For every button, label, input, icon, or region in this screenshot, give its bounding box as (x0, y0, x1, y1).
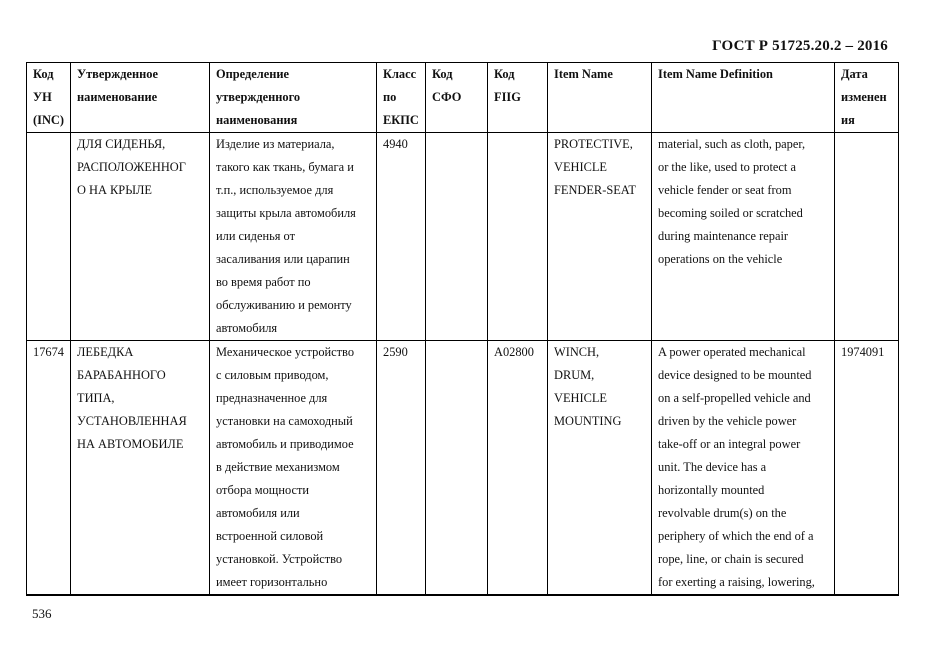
text-line: unit. The device has a (658, 460, 767, 474)
cell-change-date: 1974091 (835, 341, 899, 596)
cell-item-name-definition (652, 133, 835, 341)
text-line: по (383, 90, 397, 104)
text-line: наименования (216, 113, 298, 127)
text-line: т.п., используемое для (216, 183, 334, 197)
text-line: ЛЕБЕДКА (77, 345, 134, 359)
text-line: УН (33, 90, 52, 104)
text-line: WINCH, (554, 345, 600, 359)
cell-change-date (835, 133, 899, 341)
text-line: Механическое устройство (216, 345, 355, 359)
text-line: автомобиля или (216, 506, 300, 520)
text-line: revolvable drum(s) on the (658, 506, 787, 520)
text-line: НА АВТОМОБИЛЕ (77, 437, 184, 451)
cell-inc (27, 133, 71, 341)
text-line: Item Name Definition (658, 67, 773, 81)
text-line: О НА КРЫЛЕ (77, 183, 152, 197)
text-line: Item Name (554, 67, 613, 81)
text-line: автомобиля (216, 321, 278, 335)
catalog-table (26, 62, 899, 596)
cell-class: 2590 (377, 341, 426, 596)
cell-fiig: A02800 (488, 341, 548, 596)
text-line: PROTECTIVE, (554, 137, 633, 151)
cell-item-name (548, 341, 652, 596)
text-line: РАСПОЛОЖЕННОГ (77, 160, 186, 174)
text-line: vehicle fender or seat from (658, 183, 792, 197)
text-line: becoming soiled or scratched (658, 206, 803, 220)
text-line: установкой. Устройство (216, 552, 343, 566)
text-line: periphery of which the end of a (658, 529, 814, 543)
text-line: or the like, used to protect a (658, 160, 796, 174)
col-header-fiig (488, 63, 548, 133)
text-line: VEHICLE (554, 160, 607, 174)
col-header-definition (210, 63, 377, 133)
text-line: Определение (216, 67, 290, 81)
text-line: наименование (77, 90, 158, 104)
text-line: автомобиль и приводимое (216, 437, 354, 451)
cell-sfo (426, 133, 488, 341)
text-line: Дата (841, 67, 868, 81)
text-line: Утвержденное (77, 67, 158, 81)
col-header-change-date (835, 63, 899, 133)
text-line: СФО (432, 90, 462, 104)
text-line: утвержденного (216, 90, 301, 104)
text-line: отбора мощности (216, 483, 309, 497)
text-line: Код (33, 67, 54, 81)
text-line: защиты крыла автомобиля (216, 206, 356, 220)
cell-class: 4940 (377, 133, 426, 341)
text-line: такого как ткань, бумага и (216, 160, 354, 174)
cell-definition (210, 341, 377, 596)
text-line: обслуживанию и ремонту (216, 298, 352, 312)
text-line: driven by the vehicle power (658, 414, 797, 428)
text-line: FIIG (494, 90, 521, 104)
col-header-inc (27, 63, 71, 133)
text-line: установки на самоходный (216, 414, 353, 428)
page-number: 536 (32, 606, 52, 621)
text-line: on a self-propelled vehicle and (658, 391, 811, 405)
text-line: с силовым приводом, (216, 368, 329, 382)
text-line: имеет горизонтально (216, 575, 328, 589)
col-header-approved-name (71, 63, 210, 133)
text-line: Класс (383, 67, 417, 81)
text-line: (INC) (33, 113, 64, 127)
text-line: during maintenance repair (658, 229, 789, 243)
col-header-item-name (548, 63, 652, 133)
text-line: Изделие из материала, (216, 137, 335, 151)
text-line: rope, line, or chain is secured (658, 552, 804, 566)
text-line: ЕКПС (383, 113, 419, 127)
text-line: material, such as cloth, paper, (658, 137, 806, 151)
cell-fiig (488, 133, 548, 341)
header-row (27, 63, 899, 133)
cell-inc: 17674 (27, 341, 71, 596)
text-line: ТИПА, (77, 391, 115, 405)
text-line: FENDER-SEAT (554, 183, 636, 197)
text-line: или сиденья от (216, 229, 296, 243)
text-line: изменен (841, 90, 887, 104)
text-line: horizontally mounted (658, 483, 765, 497)
text-line: встроенной силовой (216, 529, 324, 543)
text-line: Код (494, 67, 515, 81)
table-row (27, 133, 899, 341)
col-header-sfo (426, 63, 488, 133)
text-line: предназначенное для (216, 391, 328, 405)
text-line: ия (841, 113, 855, 127)
cell-definition (210, 133, 377, 341)
col-header-class (377, 63, 426, 133)
document-code: ГОСТ Р 51725.20.2 – 2016 (712, 38, 888, 54)
text-line: VEHICLE (554, 391, 607, 405)
text-line: DRUM, (554, 368, 595, 382)
text-line: засаливания или царапин (216, 252, 350, 266)
col-header-item-name-definition (652, 63, 835, 133)
text-line: Код (432, 67, 453, 81)
cell-sfo (426, 341, 488, 596)
text-line: A power operated mechanical (658, 345, 806, 359)
table-row (27, 341, 899, 596)
text-line: в действие механизмом (216, 460, 340, 474)
text-line: ДЛЯ СИДЕНЬЯ, (77, 137, 166, 151)
cell-approved-name (71, 341, 210, 596)
cell-item-name (548, 133, 652, 341)
text-line: operations on the vehicle (658, 252, 783, 266)
text-line: for exerting a raising, lowering, (658, 575, 815, 589)
text-line: MOUNTING (554, 414, 622, 428)
text-line: БАРАБАННОГО (77, 368, 166, 382)
text-line: во время работ по (216, 275, 311, 289)
cell-approved-name (71, 133, 210, 341)
text-line: take-off or an integral power (658, 437, 801, 451)
text-line: device designed to be mounted (658, 368, 812, 382)
cell-item-name-definition (652, 341, 835, 596)
text-line: УСТАНОВЛЕННАЯ (77, 414, 187, 428)
